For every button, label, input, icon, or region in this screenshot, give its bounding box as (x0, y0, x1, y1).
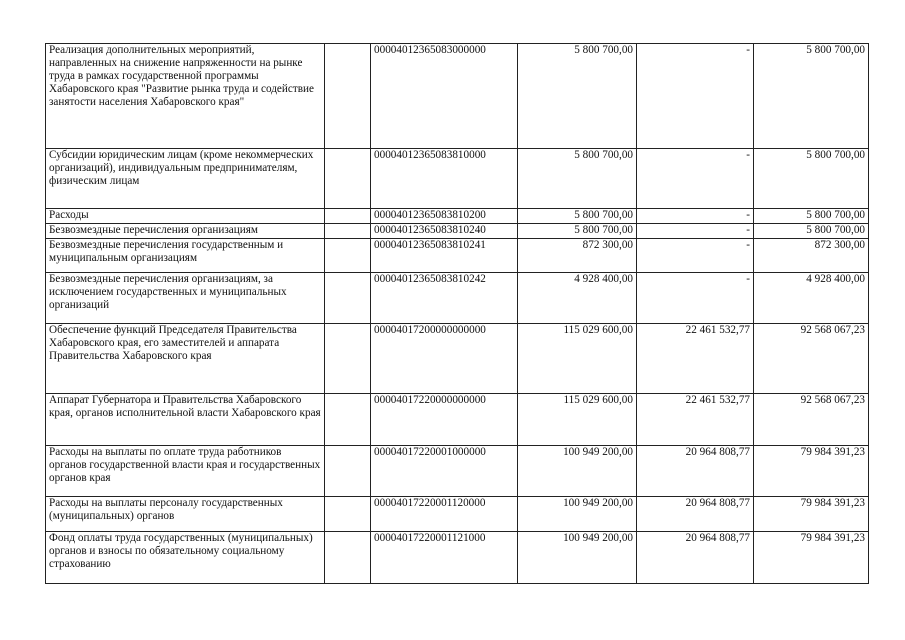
row-name-cell: Субсидии юридическим лицам (кроме некоммерческих организаций), индивидуальным предпринимателям, физическим лицам (46, 149, 325, 209)
row-approved-cell: 115 029 600,00 (518, 394, 637, 446)
row-line-code-cell (325, 446, 371, 497)
row-name-cell: Расходы на выплаты по оплате труда работников органов государственной власти края и государственных органов края (46, 446, 325, 497)
row-approved-cell: 4 928 400,00 (518, 273, 637, 324)
table-body (46, 44, 869, 584)
row-line-code-cell (325, 273, 371, 324)
row-remaining-cell: 92 568 067,23 (754, 394, 869, 446)
table-row (46, 532, 869, 584)
row-code-cell: 00004017220001121000 (371, 532, 518, 584)
row-remaining-cell: 79 984 391,23 (754, 497, 869, 532)
row-code-cell: 00004012365083810241 (371, 239, 518, 273)
row-code-cell: 00004017220000000000 (371, 394, 518, 446)
row-executed-cell: - (637, 44, 754, 149)
row-line-code-cell (325, 224, 371, 239)
table-row (46, 239, 869, 273)
row-executed-cell: 20 964 808,77 (637, 497, 754, 532)
row-executed-cell: - (637, 209, 754, 224)
row-line-code-cell (325, 532, 371, 584)
row-executed-cell: 22 461 532,77 (637, 324, 754, 394)
row-code-cell: 00004012365083810240 (371, 224, 518, 239)
row-code-cell: 00004017220001120000 (371, 497, 518, 532)
row-code-cell: 00004012365083810242 (371, 273, 518, 324)
row-executed-cell: - (637, 224, 754, 239)
row-remaining-cell: 79 984 391,23 (754, 446, 869, 497)
row-remaining-cell: 5 800 700,00 (754, 209, 869, 224)
row-code-cell: 00004012365083810000 (371, 149, 518, 209)
row-remaining-cell: 872 300,00 (754, 239, 869, 273)
table-row (46, 273, 869, 324)
row-name-cell: Безвозмездные перечисления организациям (46, 224, 325, 239)
row-remaining-cell: 5 800 700,00 (754, 149, 869, 209)
table-row (46, 394, 869, 446)
table-row (46, 44, 869, 149)
row-name-cell: Безвозмездные перечисления государственным и муниципальным организациям (46, 239, 325, 273)
row-approved-cell: 5 800 700,00 (518, 44, 637, 149)
row-code-cell: 00004017220001000000 (371, 446, 518, 497)
row-line-code-cell (325, 239, 371, 273)
row-executed-cell: - (637, 239, 754, 273)
row-remaining-cell: 5 800 700,00 (754, 44, 869, 149)
row-name-cell: Расходы (46, 209, 325, 224)
row-name-cell: Безвозмездные перечисления организациям, за исключением государственных и муниципальных организаций (46, 273, 325, 324)
table-row (46, 446, 869, 497)
row-approved-cell: 5 800 700,00 (518, 209, 637, 224)
row-approved-cell: 100 949 200,00 (518, 497, 637, 532)
row-approved-cell: 100 949 200,00 (518, 446, 637, 497)
row-code-cell: 00004017200000000000 (371, 324, 518, 394)
row-approved-cell: 5 800 700,00 (518, 149, 637, 209)
row-line-code-cell (325, 149, 371, 209)
row-approved-cell: 872 300,00 (518, 239, 637, 273)
row-remaining-cell: 92 568 067,23 (754, 324, 869, 394)
table-row (46, 324, 869, 394)
row-remaining-cell: 5 800 700,00 (754, 224, 869, 239)
table-row (46, 149, 869, 209)
row-line-code-cell (325, 209, 371, 224)
row-executed-cell: - (637, 273, 754, 324)
table-row (46, 497, 869, 532)
row-approved-cell: 115 029 600,00 (518, 324, 637, 394)
row-remaining-cell: 4 928 400,00 (754, 273, 869, 324)
row-executed-cell: 20 964 808,77 (637, 532, 754, 584)
row-approved-cell: 5 800 700,00 (518, 224, 637, 239)
row-line-code-cell (325, 497, 371, 532)
row-executed-cell: - (637, 149, 754, 209)
table-row (46, 209, 869, 224)
row-executed-cell: 20 964 808,77 (637, 446, 754, 497)
row-name-cell: Фонд оплаты труда государственных (муниципальных) органов и взносы по обязательному социальному страхованию (46, 532, 325, 584)
budget-execution-table (45, 43, 869, 584)
row-line-code-cell (325, 44, 371, 149)
row-line-code-cell (325, 394, 371, 446)
row-approved-cell: 100 949 200,00 (518, 532, 637, 584)
table-row (46, 224, 869, 239)
row-name-cell: Расходы на выплаты персоналу государственных (муниципальных) органов (46, 497, 325, 532)
row-name-cell: Обеспечение функций Председателя Правительства Хабаровского края, его заместителей и аппарата Правительства Хабаровского края (46, 324, 325, 394)
row-name-cell: Реализация дополнительных мероприятий, направленных на снижение напряженности на рынке труда в рамках государственной программы Хабаровского края "Развитие рынка труда и содействие занятости населения Хабаровского края" (46, 44, 325, 149)
row-code-cell: 00004012365083810200 (371, 209, 518, 224)
row-code-cell: 00004012365083000000 (371, 44, 518, 149)
row-executed-cell: 22 461 532,77 (637, 394, 754, 446)
row-remaining-cell: 79 984 391,23 (754, 532, 869, 584)
row-line-code-cell (325, 324, 371, 394)
row-name-cell: Аппарат Губернатора и Правительства Хабаровского края, органов исполнительной власти Хабаровского края (46, 394, 325, 446)
